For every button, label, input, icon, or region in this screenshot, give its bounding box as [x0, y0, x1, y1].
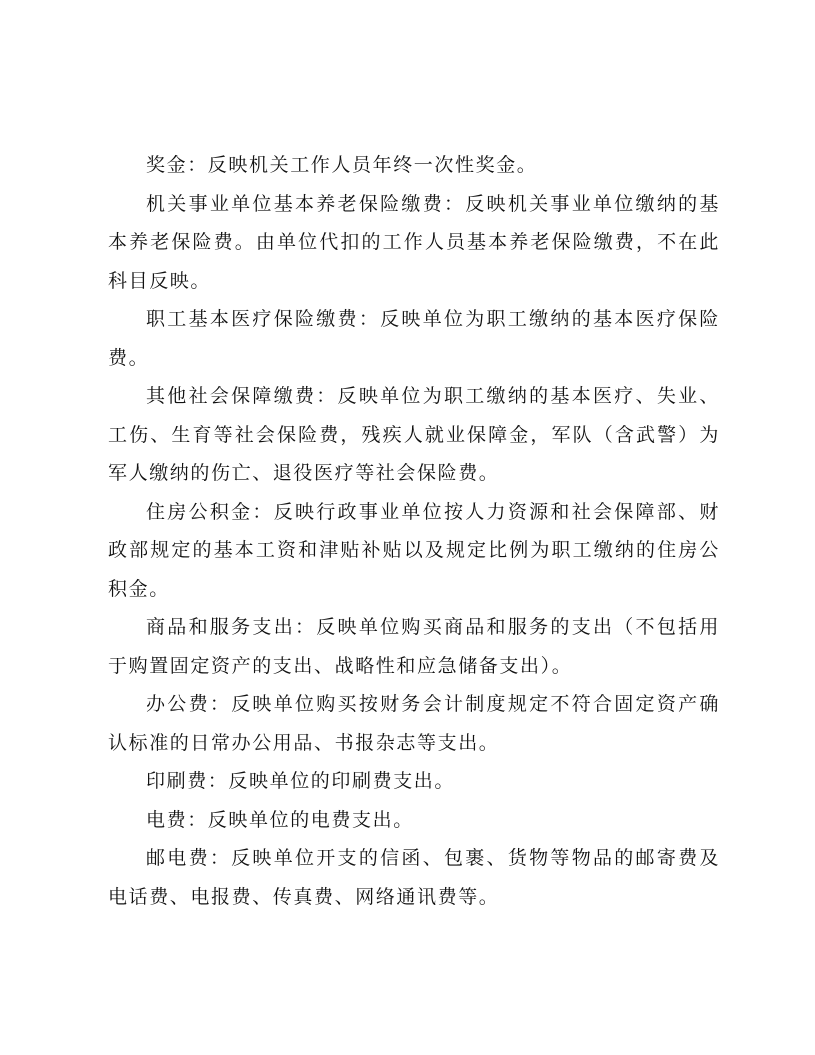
paragraph-housing-fund: 住房公积金：反映行政事业单位按人力资源和社会保障部、财政部规定的基本工资和津贴补贴以及规定比例为职工缴纳的住房公积金。: [108, 500, 720, 600]
paragraph-pension-insurance: 机关事业单位基本养老保险缴费：反映机关事业单位缴纳的基本养老保险费。由单位代扣的工作人员基本养老保险缴费，不在此科目反映。: [108, 192, 720, 292]
paragraph-postal-telecom-expense: 邮电费：反映单位开支的信函、包裹、货物等物品的邮寄费及电话费、电报费、传真费、网络通讯费等。: [108, 847, 720, 908]
paragraph-other-social-security: 其他社会保障缴费：反映单位为职工缴纳的基本医疗、失业、工伤、生育等社会保险费，残疾人就业保障金，军队（含武警）为军人缴纳的伤亡、退役医疗等社会保险费。: [108, 385, 720, 484]
paragraph-office-expense: 办公费：反映单位购买按财务会计制度规定不符合固定资产确认标准的日常办公用品、书报杂志等支出。: [108, 693, 720, 754]
paragraph-electricity-expense: 电费：反映单位的电费支出。: [146, 808, 414, 831]
paragraph-medical-insurance: 职工基本医疗保险缴费：反映单位为职工缴纳的基本医疗保险费。: [108, 308, 720, 369]
paragraph-bonus: 奖金：反映机关工作人员年终一次性奖金。: [146, 154, 538, 176]
paragraph-printing-expense: 印刷费：反映单位的印刷费支出。: [146, 770, 456, 792]
document-body: [108, 146, 720, 916]
paragraph-goods-services: 商品和服务支出：反映单位购买商品和服务的支出（不包括用于购置固定资产的支出、战略性和应急储备支出）。: [108, 616, 720, 677]
